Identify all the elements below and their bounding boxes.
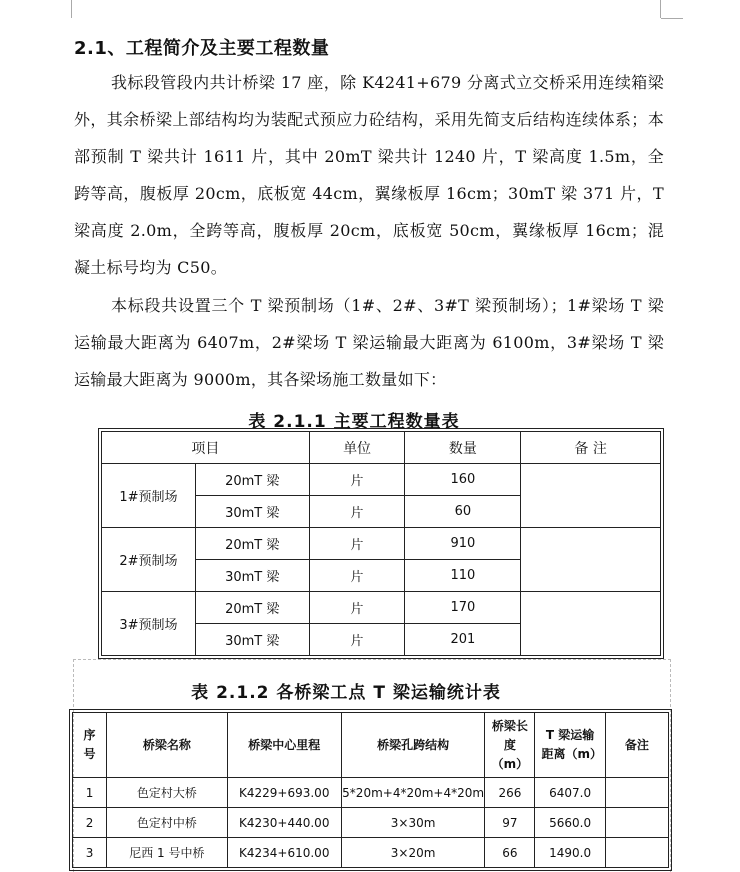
unit-cell: 片 bbox=[309, 496, 405, 528]
beam-type: 20mT 梁 bbox=[195, 464, 309, 496]
unit-cell: 片 bbox=[309, 464, 405, 496]
header-item: 项目 bbox=[102, 432, 310, 464]
margin-mark-left bbox=[71, 0, 72, 18]
margin-mark-right-horizontal bbox=[661, 18, 683, 19]
table-row bbox=[102, 528, 661, 560]
header-length: 桥梁长度（m） bbox=[485, 713, 535, 778]
span-cell: 3×30m bbox=[341, 808, 484, 838]
qty-cell: 201 bbox=[405, 624, 521, 656]
table-row bbox=[102, 592, 661, 624]
station-cell: K4234+610.00 bbox=[227, 838, 341, 868]
station-cell: K4229+693.00 bbox=[227, 778, 341, 808]
yard-name: 3#预制场 bbox=[102, 592, 196, 656]
length-cell: 266 bbox=[485, 778, 535, 808]
qty-cell: 60 bbox=[405, 496, 521, 528]
distance-cell: 6407.0 bbox=[535, 778, 605, 808]
header-note: 备注 bbox=[605, 713, 668, 778]
note-cell bbox=[521, 464, 661, 528]
beam-type: 30mT 梁 bbox=[195, 624, 309, 656]
qty-cell: 170 bbox=[405, 592, 521, 624]
quantity-table bbox=[101, 431, 661, 656]
unit-cell: 片 bbox=[309, 528, 405, 560]
transport-table bbox=[72, 712, 669, 868]
span-cell: 5*20m+4*20m+4*20m bbox=[341, 778, 484, 808]
yard-name: 2#预制场 bbox=[102, 528, 196, 592]
header-qty: 数量 bbox=[405, 432, 521, 464]
unit-cell: 片 bbox=[309, 624, 405, 656]
length-cell: 97 bbox=[485, 808, 535, 838]
header-name: 桥梁名称 bbox=[107, 713, 227, 778]
yard-name: 1#预制场 bbox=[102, 464, 196, 528]
seq-cell: 2 bbox=[73, 808, 107, 838]
beam-type: 20mT 梁 bbox=[195, 592, 309, 624]
yard-paragraph: 本标段共设置三个 T 梁预制场（1#、2#、3#T 梁预制场）；1#梁场 T 梁运输最大距离为 6407m，2#梁场 T 梁运输最大距离为 6100m，3#梁场 T 梁运输最大距离为 9000m，其各梁场施工数量如下： bbox=[74, 296, 664, 389]
bridge-name-cell: 色定村大桥 bbox=[107, 778, 227, 808]
distance-cell: 5660.0 bbox=[535, 808, 605, 838]
table-row bbox=[73, 808, 669, 838]
beam-type: 30mT 梁 bbox=[195, 496, 309, 528]
table1-caption: 表 2.1.1 主要工程数量表 bbox=[248, 412, 460, 432]
note-cell bbox=[605, 838, 668, 868]
distance-cell: 1490.0 bbox=[535, 838, 605, 868]
table2-caption: 表 2.1.2 各桥梁工点 T 梁运输统计表 bbox=[191, 683, 501, 703]
header-span: 桥梁孔跨结构 bbox=[341, 713, 484, 778]
header-distance: T 梁运输距离（m） bbox=[535, 713, 605, 778]
unit-cell: 片 bbox=[309, 560, 405, 592]
margin-mark-right bbox=[660, 0, 661, 18]
header-unit: 单位 bbox=[309, 432, 405, 464]
qty-cell: 910 bbox=[405, 528, 521, 560]
table-row bbox=[73, 838, 669, 868]
header-seq: 序号 bbox=[73, 713, 107, 778]
bridge-name-cell: 色定村中桥 bbox=[107, 808, 227, 838]
section-heading: 2.1、工程简介及主要工程数量 bbox=[74, 38, 330, 59]
qty-cell: 160 bbox=[405, 464, 521, 496]
unit-cell: 片 bbox=[309, 592, 405, 624]
header-station: 桥梁中心里程 bbox=[227, 713, 341, 778]
length-cell: 66 bbox=[485, 838, 535, 868]
note-cell bbox=[605, 808, 668, 838]
beam-type: 30mT 梁 bbox=[195, 560, 309, 592]
note-cell bbox=[521, 528, 661, 592]
station-cell: K4230+440.00 bbox=[227, 808, 341, 838]
note-cell bbox=[605, 778, 668, 808]
header-note: 备 注 bbox=[521, 432, 661, 464]
note-cell bbox=[521, 592, 661, 656]
bridge-name-cell: 尼西 1 号中桥 bbox=[107, 838, 227, 868]
table-row bbox=[102, 464, 661, 496]
table-header-row bbox=[102, 432, 661, 464]
intro-paragraph: 我标段管段内共计桥梁 17 座，除 K4241+679 分离式立交桥采用连续箱梁外，其余桥梁上部结构均为装配式预应力砼结构，采用先简支后结构连续体系；本部预制 T 梁共计 1611 片，其中 20mT 梁共计 1240 片，T 梁高度 1.5m，全跨等高，腹板厚 20cm，底板宽 44cm，翼缘板厚 16cm；30mT 梁 371 片，T 梁高度 2.0m，全跨等高，腹板厚 20cm，底板宽 50cm，翼缘板厚 16cm；混凝土标号均为 C50。 bbox=[74, 73, 664, 277]
table-header-row bbox=[73, 713, 669, 778]
seq-cell: 3 bbox=[73, 838, 107, 868]
beam-type: 20mT 梁 bbox=[195, 528, 309, 560]
qty-cell: 110 bbox=[405, 560, 521, 592]
table-row bbox=[73, 778, 669, 808]
span-cell: 3×20m bbox=[341, 838, 484, 868]
seq-cell: 1 bbox=[73, 778, 107, 808]
